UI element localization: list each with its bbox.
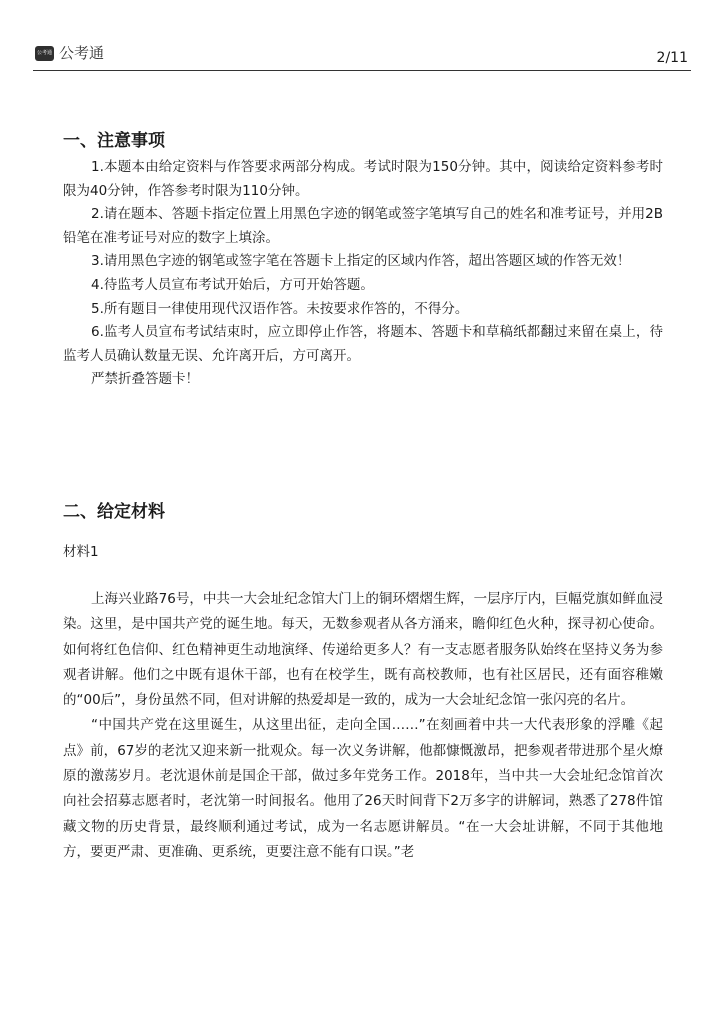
note-item: 2.请在题本、答题卡指定位置上用黑色字迹的钢笔或签字笔填写自己的姓名和准考证号，并用2B铅笔在准考证号对应的数字上填涂。	[63, 206, 663, 246]
note-item: 1.本题本由给定资料与作答要求两部分构成。考试时限为150分钟。其中，阅读给定资料参考时限为40分钟，作答参考时限为110分钟。	[63, 159, 663, 199]
page-number: 2/11	[656, 50, 688, 66]
note-item: 6.监考人员宣布考试结束时，应立即停止作答，将题本、答题卡和草稿纸都翻过来留在桌上，待监考人员确认数量无误、允许离开后，方可离开。	[63, 324, 663, 364]
section-title-notes: 一、注意事项	[63, 131, 165, 151]
page-header	[33, 40, 691, 71]
document-body	[63, 126, 663, 865]
note-item: 5.所有题目一律使用现代汉语作答。未按要求作答的，不得分。	[91, 300, 469, 317]
logo	[35, 45, 104, 62]
note-item: 3.请用黑色字迹的钢笔或签字笔在答题卡上指定的区域内作答，超出答题区域的作答无效！	[91, 253, 631, 270]
section-title-materials: 二、给定材料	[63, 501, 165, 522]
note-item: 4.待监考人员宣布考试开始后，方可开始答题。	[91, 276, 374, 293]
material-paragraph: 上海兴业路76号，中共一大会址纪念馆大门上的铜环熠熠生辉，一层序厅内，巨幅党旗如鲜血浸染。这里，是中国共产党的诞生地。每天，无数参观者从各方涌来，瞻仰红色火种，探寻初心使命。如何将红色信仰、红色精神更生动地演绎、传递给更多人？有一支志愿者服务队始终在坚持义务为参观者讲解。他们之中既有退休干部，也有在校学生，既有高校教师，也有社区居民，还有面容稚嫩的“00后”，身份虽然不同，但对讲解的热爱却是一致的，成为一大会址纪念馆一张闪亮的名片。	[63, 590, 663, 709]
logo-badge: 公考通	[35, 46, 54, 61]
note-item-warning: 严禁折叠答题卡！	[91, 371, 199, 388]
logo-text: 公考通	[59, 44, 105, 62]
notes-list	[63, 156, 663, 392]
material-paragraph: “中国共产党在这里诞生，从这里出征，走向全国……”在刻画着中共一大代表形象的浮雕《起点》前，67岁的老沈又迎来新一批观众。每一次义务讲解，他都慷慨激昂，把参观者带进那个星火燎原的激荡岁月。老沈退休前是国企干部，做过多年党务工作。2018年，当中共一大会址纪念馆首次向社会招募志愿者时，老沈第一时间报名。他用了26天时间背下2万多字的讲解词，熟悉了278件馆藏文物的历史背景，最终顺利通过考试，成为一名志愿讲解员。“在一大会址讲解，不同于其他地方，要更严肃、更准确、更系统，更要注意不能有口误。”老	[63, 717, 663, 860]
material-body	[63, 587, 663, 865]
material-label: 材料1	[63, 543, 99, 560]
